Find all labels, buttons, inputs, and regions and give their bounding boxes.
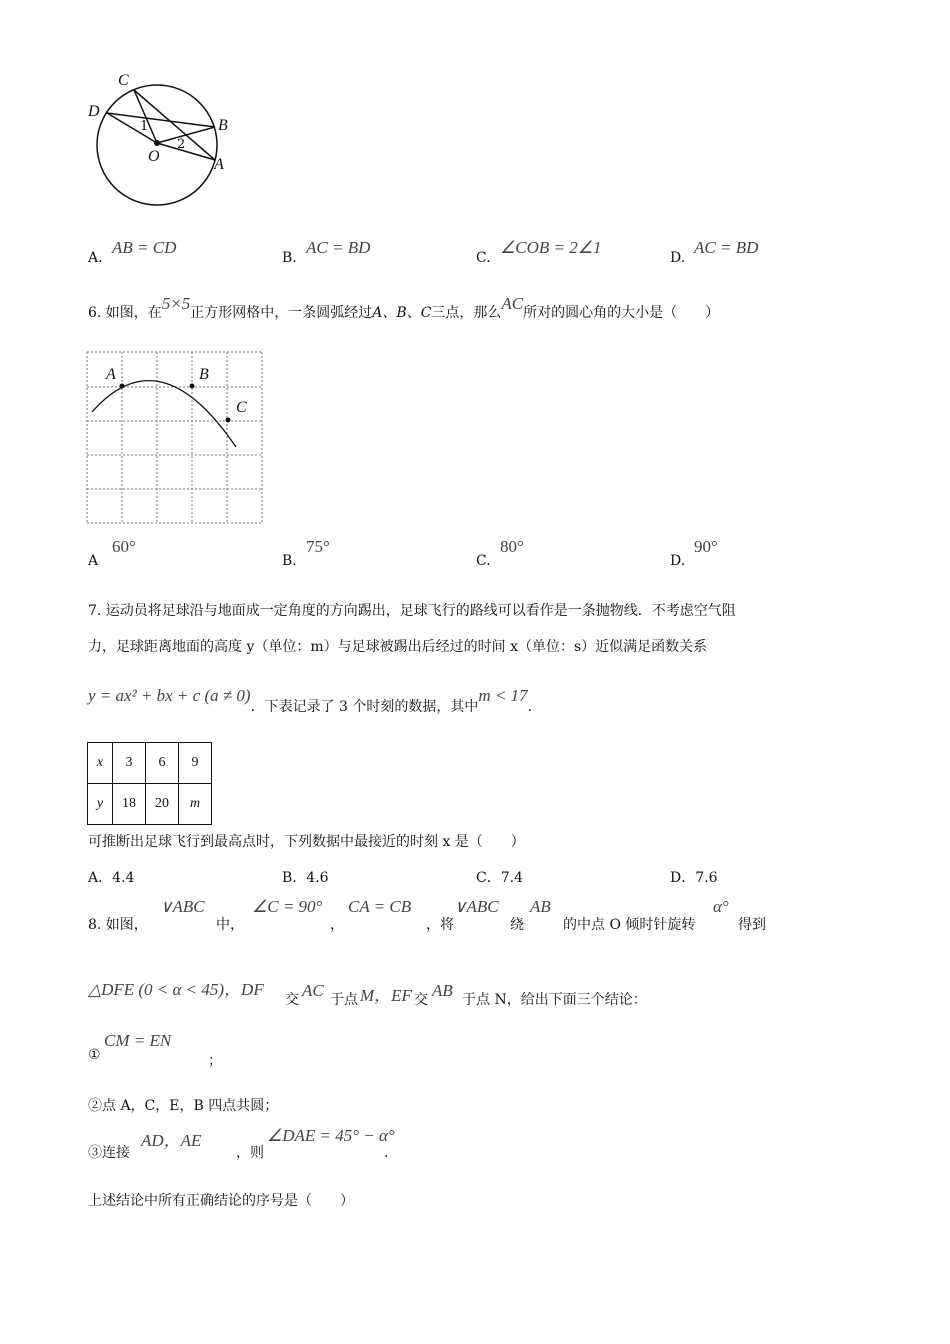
q7-line-1: 7. 运动员将足球沿与地面成一定角度的方向踢出，足球飞行的路线可以看作是一条抛物线．不考虑空气阻 xyxy=(88,603,736,619)
q5-option-b-letter: B. xyxy=(282,250,297,266)
q5-option-c-math: ∠COB = 2∠1 xyxy=(500,238,602,257)
q7-option-a: A．4.4 xyxy=(88,870,135,886)
q7-text: ．下表记录了 3 个时刻的数据，其中 xyxy=(250,699,479,715)
grid-label-c: C xyxy=(236,399,247,416)
q8-conclusion-3-math: AD，AE xyxy=(141,1131,202,1150)
q8-conclusion-3-mid: ，则 xyxy=(236,1145,264,1161)
q8-conclusion-3-end: . xyxy=(384,1145,389,1161)
q6-text: 6. 如图，在 xyxy=(88,305,162,321)
q6-points: A、B、C xyxy=(372,305,432,321)
q8-math: AC xyxy=(302,981,324,1000)
table-cell: 20 xyxy=(146,784,179,825)
q6-option-b-value: 75° xyxy=(306,537,330,556)
q7-option-b: B．4.6 xyxy=(282,870,329,886)
table-cell: y xyxy=(88,784,113,825)
q8-conclusion-1-num: ① xyxy=(88,1047,101,1063)
table-row xyxy=(88,743,212,784)
angle-2-label: 2 xyxy=(177,137,186,152)
table-cell: 18 xyxy=(113,784,146,825)
grid-label-a: A xyxy=(106,366,116,383)
q7-condition: m < 17 xyxy=(478,686,528,705)
grid-label-b: B xyxy=(199,366,209,383)
q8-math: M，EF xyxy=(360,986,412,1005)
table-cell: 9 xyxy=(179,743,212,784)
q6-text: 所对的圆心角的大小是（ ） xyxy=(523,305,720,321)
q6-grid-size: 5×5 xyxy=(161,294,191,313)
q8-math: α° xyxy=(713,897,729,916)
q6-option-a-value: 60° xyxy=(112,537,136,556)
label-d: D xyxy=(88,103,100,120)
q5-option-a-letter: A. xyxy=(88,250,103,266)
q5-option-b-math: AC = BD xyxy=(306,238,371,257)
q8-conclusion-2: ②点 A，C，E，B 四点共圆； xyxy=(88,1098,279,1114)
q8-text: ， xyxy=(330,917,344,933)
circle-figure xyxy=(80,70,260,220)
q6-option-d-letter: D. xyxy=(670,553,686,569)
table-cell: x xyxy=(88,743,113,784)
q8-text: 中， xyxy=(216,917,244,933)
q8-text: ，将 xyxy=(426,917,454,933)
q6-option-b-letter: B. xyxy=(282,553,297,569)
q8-conclusion-1-math: CM = EN xyxy=(104,1031,172,1050)
q6-text: 三点，那么 xyxy=(431,305,502,321)
q8-math: AB xyxy=(432,981,453,1000)
q6-option-d-value: 90° xyxy=(694,537,718,556)
q7-line-3 xyxy=(88,686,542,715)
angle-1-label: 1 xyxy=(140,119,149,134)
q7-option-c: C．7.4 xyxy=(476,870,523,886)
q8-math: ∨ABC xyxy=(454,897,499,916)
q8-math: ∠C = 90° xyxy=(252,897,323,916)
table-cell: 3 xyxy=(113,743,146,784)
q6-option-c-letter: C. xyxy=(476,553,491,569)
q6-option-a-letter: A xyxy=(88,553,99,569)
table-row xyxy=(88,784,212,825)
q6-text: 正方形网格中，一条圆弧经过 xyxy=(190,305,373,321)
q7-text: ． xyxy=(527,699,542,715)
q7-data-table xyxy=(87,742,212,825)
q7-question: 可推断出足球飞行到最高点时，下列数据中最接近的时刻 x 是（ ） xyxy=(88,834,525,850)
q7-option-d: D．7.6 xyxy=(670,870,718,886)
table-cell: m xyxy=(179,784,212,825)
q8-conclusion-3-math: ∠DAE = 45° − α° xyxy=(267,1126,395,1145)
q8-text: 于点 N，给出下面三个结论： xyxy=(462,992,647,1008)
q5-option-d-letter: D. xyxy=(670,250,686,266)
q8-conclusion-1-end: ； xyxy=(208,1053,222,1069)
q5-option-a-math: AB = CD xyxy=(112,238,177,257)
q8-math: AB xyxy=(530,897,551,916)
q8-conclusion-3-pre: ③连接 xyxy=(88,1145,130,1161)
label-a: A xyxy=(214,156,224,173)
q7-line-2: 力，足球距离地面的高度 y（单位：m）与足球被踢出后经过的时间 x（单位：s）近似满足函数关系 xyxy=(88,639,708,655)
table-cell: 6 xyxy=(146,743,179,784)
label-c: C xyxy=(118,72,129,89)
q8-text: 交 xyxy=(285,992,299,1008)
q8-text: 于点 xyxy=(330,992,358,1008)
q7-formula: y = ax² + bx + c (a ≠ 0) xyxy=(88,686,251,705)
q8-text: 交 xyxy=(414,992,428,1008)
q6-option-c-value: 80° xyxy=(500,537,524,556)
q8-math: CA = CB xyxy=(348,897,412,916)
q8-text: 的中点 O 倾时针旋转 xyxy=(563,917,696,933)
q8-math: ∨ABC xyxy=(160,897,205,916)
q8-question: 上述结论中所有正确结论的序号是（ ） xyxy=(88,1193,354,1209)
label-b: B xyxy=(218,117,228,134)
q5-option-c-letter: C. xyxy=(476,250,491,266)
q8-math: △DFE (0 < α < 45)，DF xyxy=(88,980,264,999)
q6-stem xyxy=(88,294,720,322)
q5-option-d-math: AC = BD xyxy=(694,238,759,257)
label-o: O xyxy=(148,148,160,165)
q6-arc: AC xyxy=(501,294,524,313)
q8-text: 绕 xyxy=(510,917,524,933)
q8-text: 8. 如图， xyxy=(88,917,148,933)
q8-text: 得到 xyxy=(738,917,766,933)
